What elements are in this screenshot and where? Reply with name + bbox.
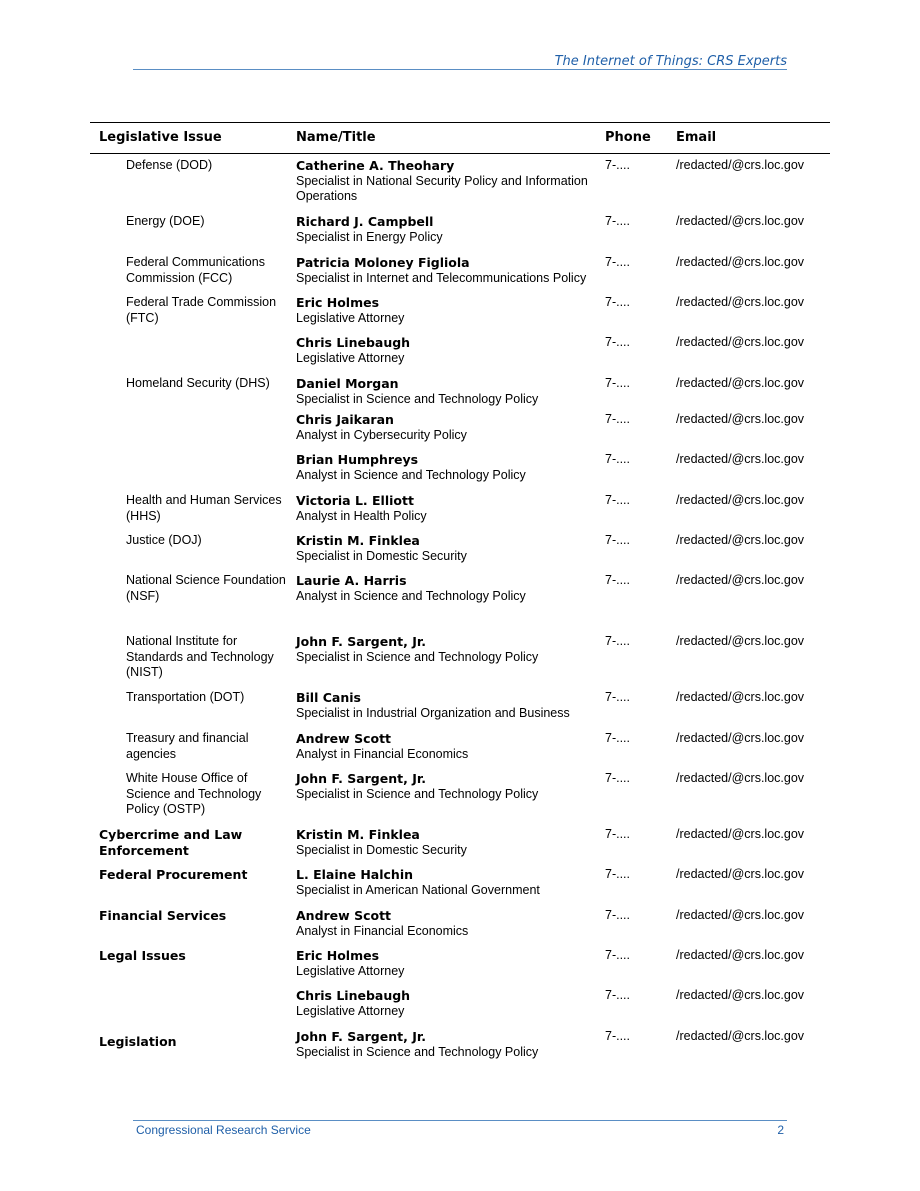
column-header-name: Name/Title <box>296 130 376 145</box>
legislative-issue: Cybercrime and Law Enforcement <box>99 827 243 858</box>
column-header-issue: Legislative Issue <box>99 130 222 145</box>
name-title-cell <box>296 1029 596 1060</box>
expert-name: Kristin M. Finklea <box>296 827 420 842</box>
legislative-issue: Health and Human Services (HHS) <box>126 493 282 523</box>
expert-name: Chris Jaikaran <box>296 412 394 427</box>
expert-title: Analyst in Health Policy <box>296 508 427 523</box>
phone: 7-.... <box>605 295 631 309</box>
email-link[interactable]: /redacted/@crs.loc.gov <box>676 533 805 547</box>
name-title-cell <box>296 335 596 366</box>
legislative-issue: Federal Procurement <box>99 867 248 882</box>
name-title-cell <box>296 827 596 858</box>
email-link[interactable]: /redacted/@crs.loc.gov <box>676 158 805 172</box>
name-title-cell <box>296 158 596 205</box>
phone: 7-.... <box>605 376 631 390</box>
email-link[interactable]: /redacted/@crs.loc.gov <box>676 295 805 309</box>
name-title-cell <box>296 867 596 898</box>
email-link[interactable]: /redacted/@crs.loc.gov <box>676 376 805 390</box>
expert-title: Legislative Attorney <box>296 963 405 978</box>
expert-name: Kristin M. Finklea <box>296 533 420 548</box>
name-title-cell <box>296 452 596 483</box>
expert-title: Specialist in Industrial Organization and Business <box>296 705 570 720</box>
name-title-cell <box>296 295 596 326</box>
expert-title: Specialist in Science and Technology Policy <box>296 391 539 406</box>
expert-name: Andrew Scott <box>296 731 392 746</box>
email-link[interactable]: /redacted/@crs.loc.gov <box>676 1029 805 1043</box>
footer-org: Congressional Research Service <box>136 1123 311 1137</box>
name-title-cell <box>296 214 596 245</box>
expert-title: Specialist in National Security Policy and Information Operations <box>296 173 588 203</box>
expert-name: L. Elaine Halchin <box>296 867 414 882</box>
phone: 7-.... <box>605 948 631 962</box>
legislative-issue: White House Office of Science and Technology Policy (OSTP) <box>126 771 262 816</box>
phone: 7-.... <box>605 988 631 1002</box>
page-number: 2 <box>777 1123 784 1137</box>
expert-title: Analyst in Cybersecurity Policy <box>296 427 467 442</box>
email-link[interactable]: /redacted/@crs.loc.gov <box>676 731 805 745</box>
expert-title: Analyst in Financial Economics <box>296 746 469 761</box>
expert-title: Specialist in Domestic Security <box>296 548 467 563</box>
phone: 7-.... <box>605 771 631 785</box>
phone: 7-.... <box>605 452 631 466</box>
legislative-issue: Defense (DOD) <box>126 158 213 172</box>
phone: 7-.... <box>605 690 631 704</box>
email-link[interactable]: /redacted/@crs.loc.gov <box>676 255 805 269</box>
legislative-issue: Financial Services <box>99 908 227 923</box>
phone: 7-.... <box>605 867 631 881</box>
expert-title: Legislative Attorney <box>296 1003 405 1018</box>
name-title-cell <box>296 376 596 407</box>
table-top-rule <box>90 122 830 123</box>
legislative-issue: Legal Issues <box>99 948 186 963</box>
expert-title: Specialist in Science and Technology Policy <box>296 1044 539 1059</box>
expert-name: Chris Linebaugh <box>296 335 411 350</box>
table-header-rule <box>90 153 830 154</box>
phone: 7-.... <box>605 731 631 745</box>
phone: 7-.... <box>605 533 631 547</box>
legislative-issue: Homeland Security (DHS) <box>126 376 270 390</box>
phone: 7-.... <box>605 214 631 228</box>
email-link[interactable]: /redacted/@crs.loc.gov <box>676 948 805 962</box>
expert-name: John F. Sargent, Jr. <box>296 1029 426 1044</box>
legislative-issue: National Institute for Standards and Technology (NIST) <box>126 634 274 679</box>
expert-name: John F. Sargent, Jr. <box>296 634 426 649</box>
expert-title: Specialist in Domestic Security <box>296 842 467 857</box>
header-rule <box>133 69 787 70</box>
email-link[interactable]: /redacted/@crs.loc.gov <box>676 690 805 704</box>
email-link[interactable]: /redacted/@crs.loc.gov <box>676 771 805 785</box>
footer-rule <box>133 1120 787 1121</box>
email-link[interactable]: /redacted/@crs.loc.gov <box>676 988 805 1002</box>
column-header-email: Email <box>676 130 717 145</box>
expert-title: Specialist in Science and Technology Policy <box>296 649 539 664</box>
phone: 7-.... <box>605 1029 631 1043</box>
expert-name: Chris Linebaugh <box>296 988 411 1003</box>
legislative-issue: Legislation <box>99 1034 177 1049</box>
expert-name: Richard J. Campbell <box>296 214 434 229</box>
legislative-issue: Transportation (DOT) <box>126 690 245 704</box>
expert-name: Daniel Morgan <box>296 376 399 391</box>
expert-name: Brian Humphreys <box>296 452 419 467</box>
email-link[interactable]: /redacted/@crs.loc.gov <box>676 827 805 841</box>
name-title-cell <box>296 948 596 979</box>
expert-name: Laurie A. Harris <box>296 573 407 588</box>
expert-title: Specialist in Internet and Telecommunications Policy <box>296 270 587 285</box>
name-title-cell <box>296 412 596 443</box>
column-header-phone: Phone <box>605 130 651 145</box>
phone: 7-.... <box>605 908 631 922</box>
email-link[interactable]: /redacted/@crs.loc.gov <box>676 452 805 466</box>
name-title-cell <box>296 690 596 721</box>
name-title-cell <box>296 908 596 939</box>
phone: 7-.... <box>605 158 631 172</box>
name-title-cell <box>296 731 596 762</box>
legislative-issue: Energy (DOE) <box>126 214 205 228</box>
email-link[interactable]: /redacted/@crs.loc.gov <box>676 867 805 881</box>
expert-name: Catherine A. Theohary <box>296 158 455 173</box>
email-link[interactable]: /redacted/@crs.loc.gov <box>676 634 805 648</box>
expert-title: Analyst in Science and Technology Policy <box>296 467 526 482</box>
name-title-cell <box>296 255 596 286</box>
name-title-cell <box>296 988 596 1019</box>
email-link[interactable]: /redacted/@crs.loc.gov <box>676 493 805 507</box>
expert-title: Specialist in American National Government <box>296 882 540 897</box>
phone: 7-.... <box>605 335 631 349</box>
phone: 7-.... <box>605 255 631 269</box>
expert-name: John F. Sargent, Jr. <box>296 771 426 786</box>
name-title-cell <box>296 771 596 802</box>
email-link[interactable]: /redacted/@crs.loc.gov <box>676 412 805 426</box>
name-title-cell <box>296 493 596 524</box>
email-link[interactable]: /redacted/@crs.loc.gov <box>676 335 805 349</box>
expert-name: Patricia Moloney Figliola <box>296 255 470 270</box>
expert-name: Bill Canis <box>296 690 361 705</box>
expert-title: Analyst in Financial Economics <box>296 923 469 938</box>
email-link[interactable]: /redacted/@crs.loc.gov <box>676 214 805 228</box>
expert-name: Andrew Scott <box>296 908 392 923</box>
legislative-issue: Justice (DOJ) <box>126 533 202 547</box>
legislative-issue: National Science Foundation (NSF) <box>126 573 286 603</box>
legislative-issue: Federal Trade Commission (FTC) <box>126 295 277 325</box>
expert-title: Specialist in Science and Technology Policy <box>296 786 539 801</box>
name-title-cell <box>296 634 596 665</box>
email-link[interactable]: /redacted/@crs.loc.gov <box>676 908 805 922</box>
phone: 7-.... <box>605 827 631 841</box>
phone: 7-.... <box>605 412 631 426</box>
expert-name: Victoria L. Elliott <box>296 493 414 508</box>
expert-title: Legislative Attorney <box>296 310 405 325</box>
name-title-cell <box>296 573 596 604</box>
expert-name: Eric Holmes <box>296 295 380 310</box>
phone: 7-.... <box>605 573 631 587</box>
phone: 7-.... <box>605 493 631 507</box>
expert-name: Eric Holmes <box>296 948 380 963</box>
running-title: The Internet of Things: CRS Experts <box>554 54 787 69</box>
expert-title: Analyst in Science and Technology Policy <box>296 588 526 603</box>
name-title-cell <box>296 533 596 564</box>
legislative-issue: Treasury and financial agencies <box>126 731 249 761</box>
phone: 7-.... <box>605 634 631 648</box>
expert-title: Specialist in Energy Policy <box>296 229 443 244</box>
expert-title: Legislative Attorney <box>296 350 405 365</box>
legislative-issue: Federal Communications Commission (FCC) <box>126 255 265 285</box>
email-link[interactable]: /redacted/@crs.loc.gov <box>676 573 805 587</box>
